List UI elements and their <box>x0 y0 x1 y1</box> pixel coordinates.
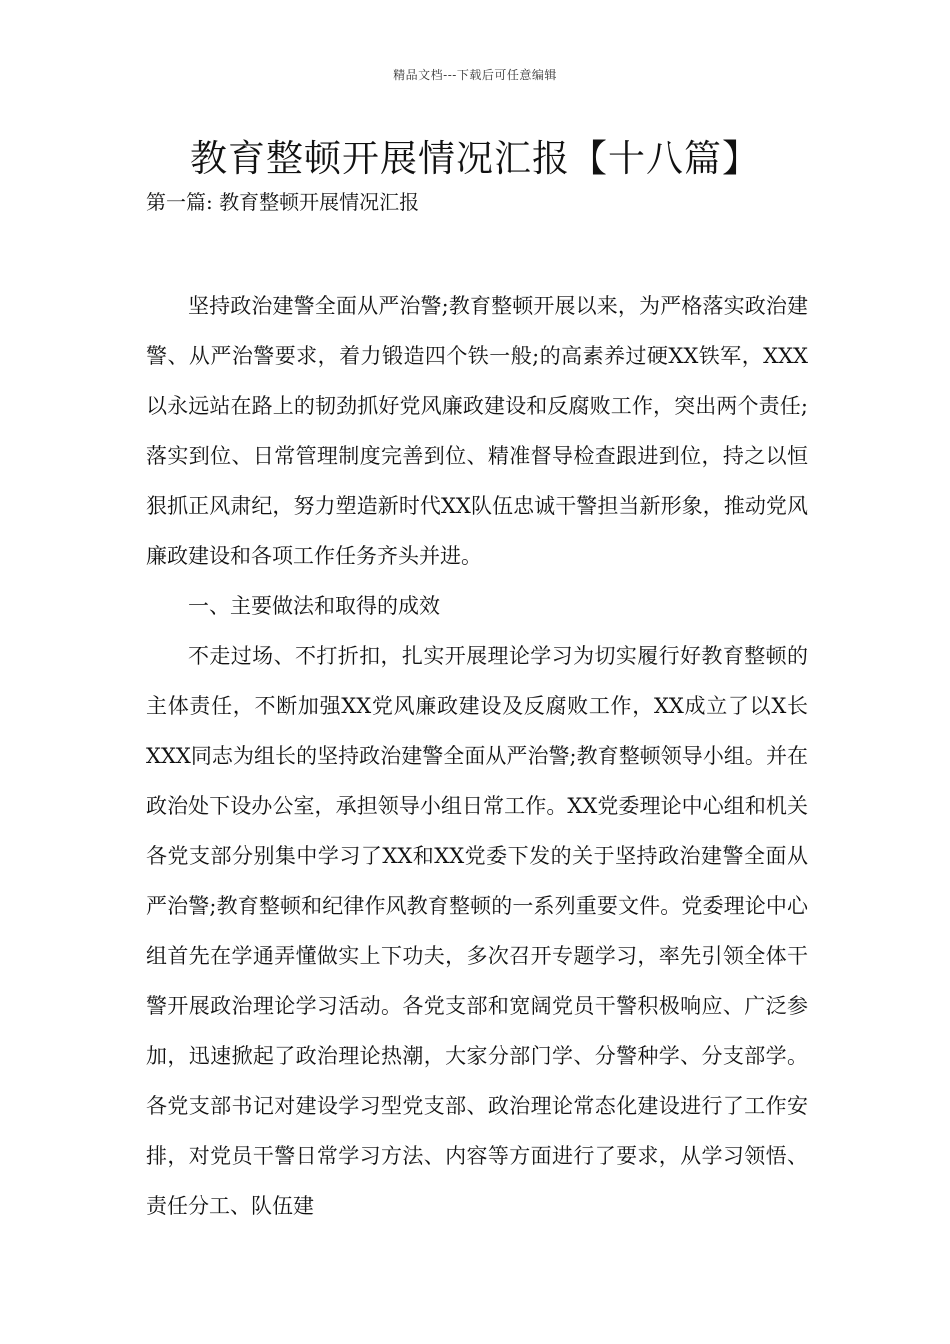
section-title: 第一篇: 教育整顿开展情况汇报 <box>146 190 420 214</box>
paragraph-intro: 坚持政治建警全面从严治警;教育整顿开展以来，为严格落实政治建警、从严治警要求，着力锻造四个铁一般;的高素养过硬XX铁军，XXX以永远站在路上的韧劲抓好党风廉政建设和反腐败工作，突出两个责任;落实到位、日常管理制度完善到位、精准督导检查跟进到位，持之以恒狠抓正风肃纪，努力塑造新时代XX队伍忠诚干警担当新形象，推动党风廉政建设和各项工作任务齐头并进。 <box>146 294 808 568</box>
header-note: 精品文档---下载后可任意编辑 <box>393 68 557 82</box>
paragraph-body: 不走过场、不打折扣，扎实开展理论学习为切实履行好教育整顿的主体责任，不断加强XX党风廉政建设及反腐败工作，XX成立了以X长XXX同志为组长的坚持政治建警全面从严治警;教育整顿领导小组。并在政治处下设办公室，承担领导小组日常工作。XX党委理论中心组和机关各党支部分别集中学习了XX和XX党委下发的关于坚持政治建警全面从严治警;教育整顿和纪律作风教育整顿的一系列重要文件。党委理论中心组首先在学通弄懂做实上下功夫，多次召开专题学习，率先引领全体干警开展政治理论学习活动。各党支部和宽阔党员干警积极响应、广泛参加，迅速掀起了政治理论热潮，大家分部门学、分警种学、分支部学。各党支部书记对建设学习型党支部、政治理论常态化建设进行了工作安排，对党员干警日常学习方法、内容等方面进行了要求，从学习领悟、责任分工、队伍建 <box>146 644 808 1218</box>
document-title: 教育整顿开展情况汇报【十八篇】 <box>190 137 760 180</box>
paragraph-heading: 一、主要做法和取得的成效 <box>188 594 440 618</box>
document-body <box>146 281 808 1231</box>
